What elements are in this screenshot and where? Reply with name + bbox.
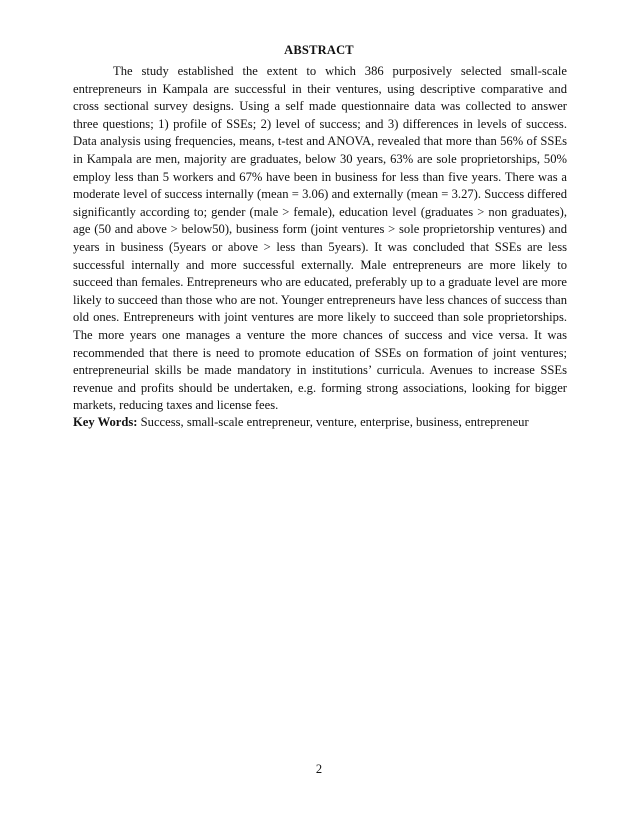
page-number: 2	[315, 762, 323, 776]
abstract-paragraph: The study established the extent to which 386 purposively selected small-scale entrepreneurs in Kampala are successful in their ventures, using descriptive comparative and cross sectional survey designs. Using a self made questionnaire data was collected to answer three questions; 1) profile of SSEs; 2) level of success; and 3) differences in levels of success. Data analysis using frequencies, means, t-test and ANOVA, revealed that more than 56% of SSEs in Kampala are men, majority are graduates, below 30 years, 63% are sole proprietorships, 50% employ less than 5 workers and 67% have been in business for less than five years. There was a moderate level of success internally (mean = 3.06) and externally (mean = 3.27). Success differed significantly according to; gender (male > female), education level (graduates > non graduates), age (50 and above > below50), business form (joint ventures > sole proprietorship ventures) and years in business (5years or above > less than 5years). It was concluded that SSEs are less successful internally and more successful externally. Male entrepreneurs are more likely to succeed than females. Entrepreneurs who are educated, preferably up to a graduate level are more likely to succeed than those who are not. Younger entrepreneurs have less chances of success than old ones. Entrepreneurs with joint ventures are more likely to succeed than sole proprietorships. The more years one manages a venture the more chances of success and vice versa. It was recommended that there is need to promote education of SSEs on formation of joint ventures; entrepreneurial skills be made mandatory in institutions’ curricula. Avenues to increase SSEs revenue and profits should be undertaken, e.g. forming strong associations, looking for bigger markets, reducing taxes and license fees.	[73, 64, 567, 413]
abstract-heading: ABSTRACT	[284, 43, 354, 57]
keywords-list: Success, small-scale entrepreneur, venture, enterprise, business, entrepreneur	[137, 415, 529, 429]
keywords-line	[73, 414, 567, 432]
keywords-label: Key Words:	[73, 415, 138, 429]
